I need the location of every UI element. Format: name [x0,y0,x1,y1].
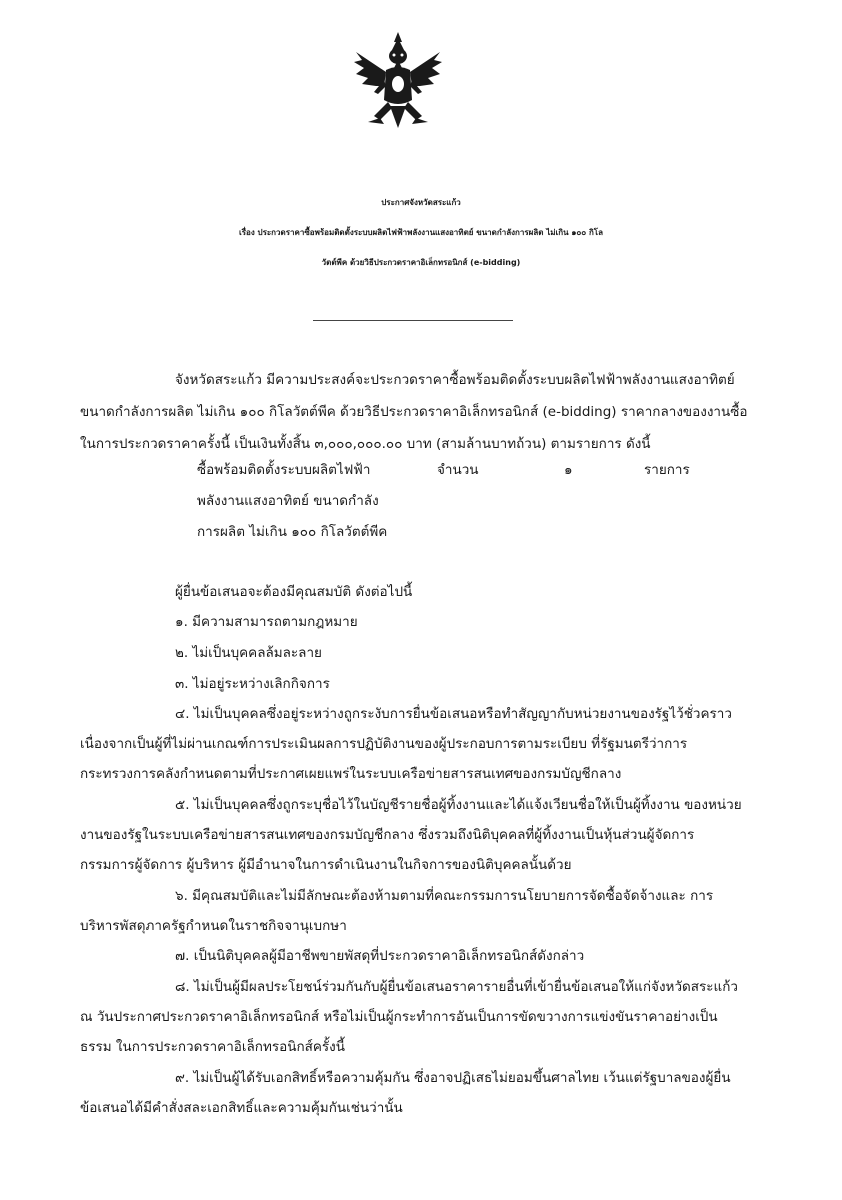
garuda-emblem-icon [350,30,446,130]
item-quantity: ๑ [564,462,573,478]
subject-line-2: วัตต์พีค ด้วยวิธีประกวดราคาอิเล็กทรอนิกส์ (e-bidding) [321,258,521,267]
item-unit: รายการ [644,462,690,478]
intro-line-3: ในการประกวดราคาครั้งนี้ เป็นเงินทั้งสิ้น ๓,๐๐๐,๐๐๐.๐๐ บาท (สามล้านบาทถ้วน) ตามรายการ ดังนี้ [80,436,651,452]
item-description-line-3: การผลิต ไม่เกิน ๑๐๐ กิโลวัตต์พีค [197,524,388,540]
subject-line-1: เรื่อง ประกวดราคาซื้อพร้อมติดตั้งระบบผลิตไฟฟ้าพลังงานแสงอาทิตย์ ขนาดกำลังการผลิต ไม่เกิน ๑๐๐ กิโล [238,228,604,237]
qualification-6-line-1: ๖. มีคุณสมบัติและไม่มีลักษณะต้องห้ามตามที่คณะกรรมการนโยบายการจัดซื้อจัดจ้างและ การ [175,888,714,904]
qualification-7: ๗. เป็นนิติบุคคลผู้มีอาชีพขายพัสดุที่ประกวดราคาอิเล็กทรอนิกส์ดังกล่าว [175,948,585,964]
item-description-line-1: ซื้อพร้อมติดตั้งระบบผลิตไฟฟ้า [197,462,371,478]
qualifications-heading: ผู้ยื่นข้อเสนอจะต้องมีคุณสมบัติ ดังต่อไปนี้ [175,584,413,600]
intro-line-2: ขนาดกำลังการผลิต ไม่เกิน ๑๐๐ กิโลวัตต์พีค ด้วยวิธีประกวดราคาอิเล็กทรอนิกส์ (e-bidding) ราคากลางของงานซื้อ [80,404,748,420]
qualification-1: ๑. มีความสามารถตามกฎหมาย [175,614,358,630]
qualification-5-line-2: งานของรัฐในระบบเครือข่ายสารสนเทศของกรมบัญชีกลาง ซึ่งรวมถึงนิติบุคคลที่ผู้ทิ้งงานเป็นหุ้นส่วนผู้จัดการ [80,827,695,843]
title-divider [313,320,513,321]
qualification-9-line-1: ๙. ไม่เป็นผู้ได้รับเอกสิทธิ์หรือความคุ้มกัน ซึ่งอาจปฏิเสธไม่ยอมขึ้นศาลไทย เว้นแต่รัฐบาลของผู้ยื่น [175,1070,731,1086]
announcement-title: ประกาศจังหวัดสระแก้ว [381,198,461,207]
item-description-line-2: พลังงานแสงอาทิตย์ ขนาดกำลัง [197,493,379,509]
qualification-8-line-2: ณ วันประกาศประกวดราคาอิเล็กทรอนิกส์ หรือไม่เป็นผู้กระทำการอันเป็นการขัดขวางการแข่งขันราคาอย่างเป็น [80,1009,718,1025]
qualification-8-line-3: ธรรม ในการประกวดราคาอิเล็กทรอนิกส์ครั้งนี้ [80,1039,345,1055]
qualification-4-line-3: กระทรวงการคลังกำหนดตามที่ประกาศเผยแพร่ในระบบเครือข่ายสารสนเทศของกรมบัญชีกลาง [80,766,622,782]
qualification-3: ๓. ไม่อยู่ระหว่างเลิกกิจการ [175,676,330,692]
qualification-5-line-1: ๕. ไม่เป็นบุคคลซึ่งถูกระบุชื่อไว้ในบัญชีรายชื่อผู้ทิ้งงานและได้แจ้งเวียนชื่อให้เป็นผู้ทิ้งงาน ของหน่วย [175,797,742,813]
qualification-4-line-2: เนื่องจากเป็นผู้ที่ไม่ผ่านเกณฑ์การประเมินผลการปฏิบัติงานของผู้ประกอบการตามระเบียบ ที่รัฐมนตรีว่าการ [80,736,688,752]
item-quantity-label: จำนวน [437,462,479,478]
intro-line-1: จังหวัดสระแก้ว มีความประสงค์จะประกวดราคาซื้อพร้อมติดตั้งระบบผลิตไฟฟ้าพลังงานแสงอาทิตย์ [175,372,735,388]
qualification-8-line-1: ๘. ไม่เป็นผู้มีผลประโยชน์ร่วมกันกับผู้ยื่นข้อเสนอราคารายอื่นที่เข้ายื่นข้อเสนอให้แก่จังหวัดสระแก้ว [175,979,738,995]
qualification-9-line-2: ข้อเสนอได้มีคำสั่งสละเอกสิทธิ์และความคุ้มกันเช่นว่านั้น [80,1100,403,1116]
qualification-2: ๒. ไม่เป็นบุคคลล้มละลาย [175,645,322,661]
qualification-5-line-3: กรรมการผู้จัดการ ผู้บริหาร ผู้มีอำนาจในการดำเนินงานในกิจการของนิติบุคคลนั้นด้วย [80,857,572,873]
qualification-6-line-2: บริหารพัสดุภาครัฐกำหนดในราชกิจจานุเบกษา [80,918,347,934]
qualification-4-line-1: ๔. ไม่เป็นบุคคลซึ่งอยู่ระหว่างถูกระงับการยื่นข้อเสนอหรือทำสัญญากับหน่วยงานของรัฐไว้ชั่วคราว [175,706,732,722]
